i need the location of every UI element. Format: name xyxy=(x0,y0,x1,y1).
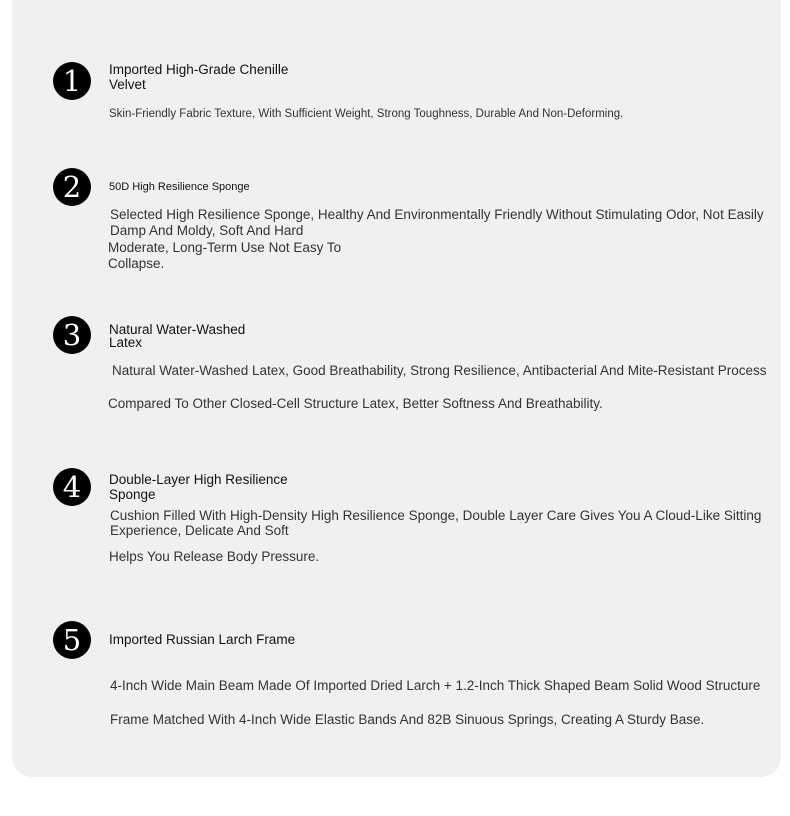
feature-desc-5-line2: Frame Matched With 4-Inch Wide Elastic Bands And 82B Sinuous Springs, Creating A Sturdy Base. xyxy=(110,712,705,727)
feature-title-1 xyxy=(109,62,288,92)
feature-title-3 xyxy=(109,323,245,349)
feature-title-4-line1: Double-Layer High Resilience xyxy=(109,472,288,487)
feature-card xyxy=(12,0,781,777)
feature-title-4 xyxy=(109,472,288,502)
number-badge-2: 2 xyxy=(53,168,91,206)
feature-desc-4-line1: Cushion Filled With High-Density High Resilience Sponge, Double Layer Care Gives You A Cloud-Like Sitting xyxy=(110,508,762,523)
feature-desc-1-line1: Skin-Friendly Fabric Texture, With Sufficient Weight, Strong Toughness, Durable And Non-Deforming. xyxy=(109,108,624,120)
feature-desc-5-line1: 4-Inch Wide Main Beam Made Of Imported Dried Larch + 1.2-Inch Thick Shaped Beam Solid Wood Structure xyxy=(110,678,761,693)
number-badge-5: 5 xyxy=(53,621,91,659)
number-badge-3: 3 xyxy=(53,316,91,354)
number-badge-1: 1 xyxy=(53,62,91,100)
feature-title-3-line2: Latex xyxy=(109,335,143,350)
feature-title-1-line1: Imported High-Grade Chenille xyxy=(109,62,289,77)
number-badge-4: 4 xyxy=(53,468,91,506)
feature-title-5: Imported Russian Larch Frame xyxy=(109,632,296,647)
feature-desc-2-line4: Collapse. xyxy=(108,256,165,271)
feature-desc-2-line1: Selected High Resilience Sponge, Healthy And Environmentally Friendly Without Stimulating Odor, Not Easily xyxy=(110,207,764,222)
feature-desc-4-line3: Helps You Release Body Pressure. xyxy=(109,549,320,564)
feature-desc-3-line2: Compared To Other Closed-Cell Structure Latex, Better Softness And Breathability. xyxy=(108,396,603,411)
feature-title-3-line1: Natural Water-Washed xyxy=(109,322,246,337)
feature-title-1-line2: Velvet xyxy=(109,77,146,92)
feature-desc-2-line3: Moderate, Long-Term Use Not Easy To xyxy=(108,240,342,255)
feature-title-2: 50D High Resilience Sponge xyxy=(109,181,250,193)
feature-title-4-line2: Sponge xyxy=(109,487,156,502)
feature-desc-3-line1: Natural Water-Washed Latex, Good Breathability, Strong Resilience, Antibacterial And Mite-Resistant Process xyxy=(112,363,767,378)
feature-desc-4-line2: Experience, Delicate And Soft xyxy=(110,523,289,538)
feature-desc-2-line2: Damp And Moldy, Soft And Hard xyxy=(110,223,304,238)
